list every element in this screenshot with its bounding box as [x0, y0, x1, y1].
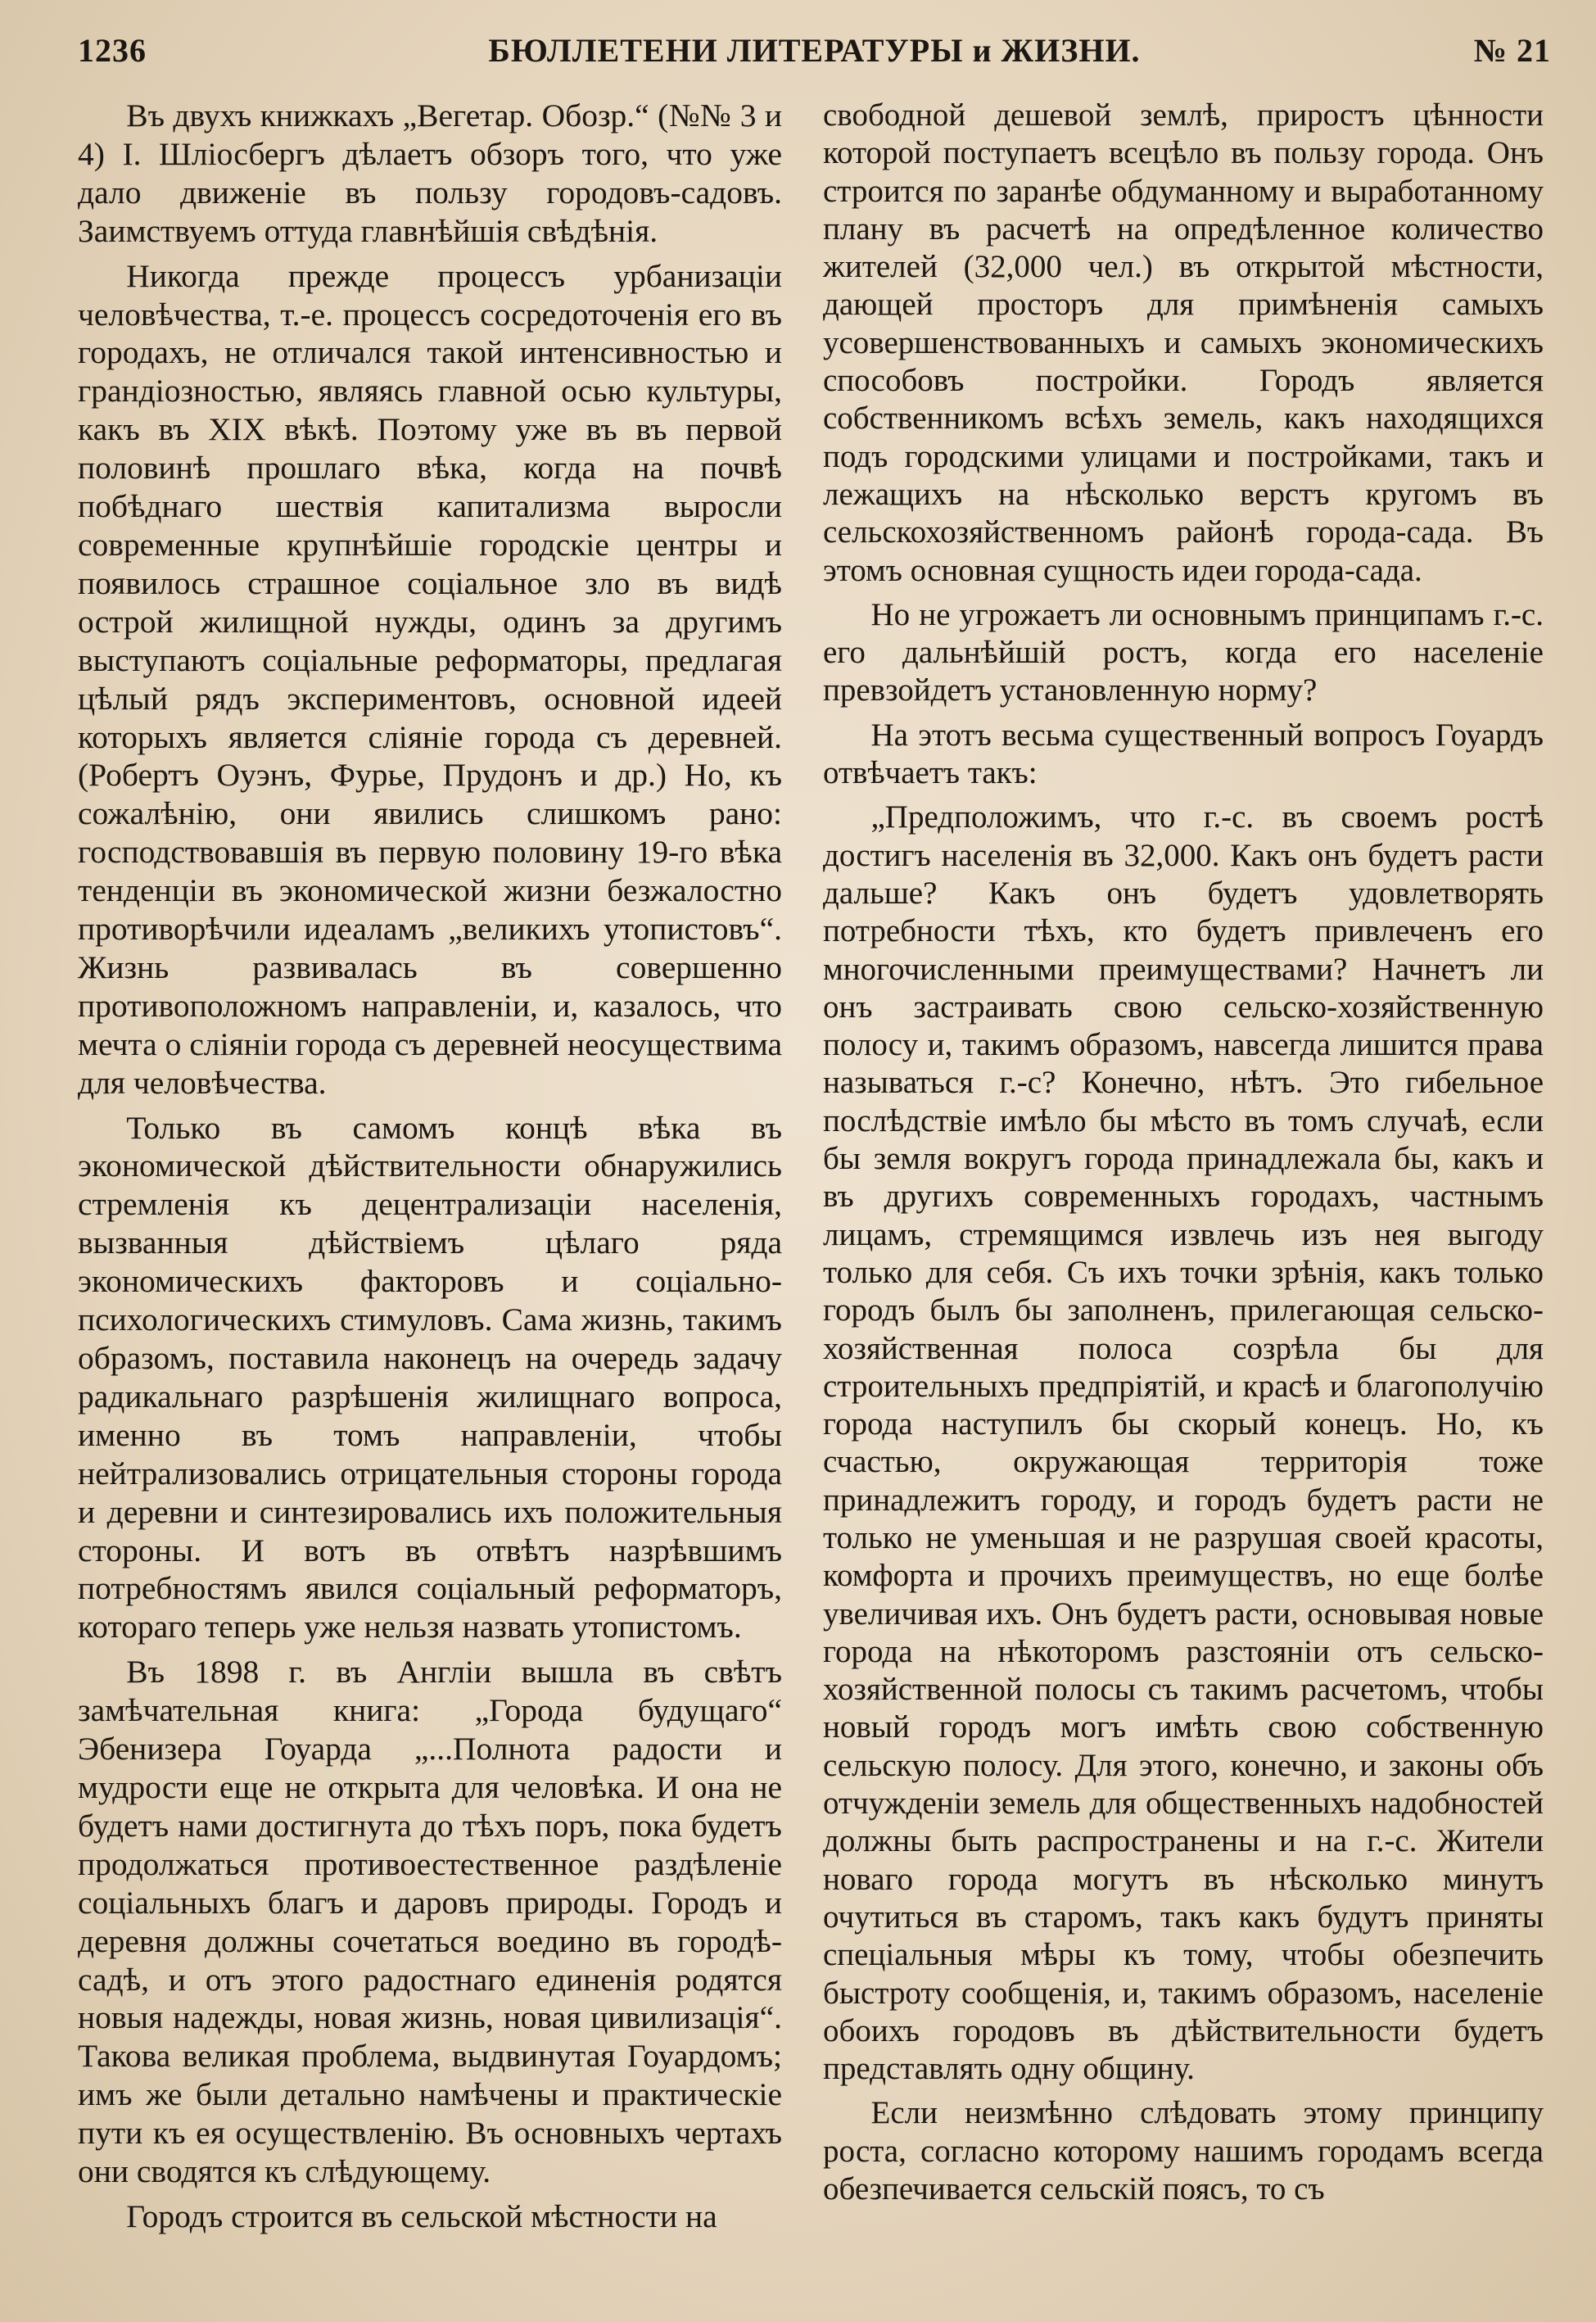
page-number: 1236 [78, 31, 147, 69]
journal-title: БЮЛЛЕТЕНИ ЛИТЕРАТУРЫ и ЖИЗНИ. [488, 31, 1141, 69]
paragraph-growth-question: Но не угрожаетъ ли основнымъ принципамъ г.-с. его дальнѣйшій ростъ, когда его населеніе превзойдетъ установленную норму? [823, 596, 1544, 708]
paragraph-decentralization: Только въ самомъ концѣ вѣка въ экономической дѣйствительности обнаружились стремленія къ децентрализаціи населенія, вызванныя дѣйствіемъ цѣлаго ряда экономическихъ факторовъ и соціально-психологическихъ стимуловъ. Сама жизнь, такимъ образомъ, поставила наконецъ на очередь задачу радикальнаго разрѣшенія жилищнаго вопроса, именно въ томъ направленіи, чтобы нейтрализовались отрицательныя стороны города и деревни и синтезировались ихъ положительныя стороны. И вотъ въ отвѣтъ назрѣвшимъ потребностямъ явился соціальный реформаторъ, котораго теперь уже нельзя назвать утопистомъ. [78, 1109, 782, 1645]
paragraph-howard-answer: На этотъ весьма существенный вопросъ Гоуардъ отвѣчаетъ такъ: [823, 717, 1544, 791]
paragraph-intro: Въ двухъ книжкахъ „Вегетар. Обозр.“ (№№ 3 и 4) І. Шліосбергъ дѣлаетъ обзоръ того, что уже дало движеніе въ пользу городовъ-садовъ. Заимствуемъ оттуда главнѣйшія свѣдѣнія. [78, 97, 782, 249]
paragraph-howard-book: Въ 1898 г. въ Англіи вышла въ свѣтъ замѣчательная книга: „Города будущаго“ Эбенизера Гоуарда „...Полнота радости и мудрости еще не открыта для человѣка. И она не будетъ нами достигнута до тѣхъ поръ, пока будетъ продолжаться противоестественное раздѣленіе соціальныхъ благъ и даровъ природы. Городъ и деревня должны сочетаться воедино въ городѣ-садѣ, и отъ этого радостнаго единенія родятся новыя надежды, новая жизнь, новая цивилизація“. Такова великая проблема, выдвинутая Гоуардомъ; имъ же были детально намѣчены и практическіе пути къ ея осуществленію. Въ основныхъ чертахъ они сводятся къ слѣдующему. [78, 1654, 782, 2190]
paragraph-city-built: Городъ строится въ сельской мѣстности на [126, 2198, 717, 2234]
paragraph-quotation: „Предположимъ, что г.-с. въ своемъ ростѣ достигъ населенія въ 32,000. Какъ онъ будетъ расти дальше? Какъ онъ будетъ удовлетворять потребности тѣхъ, кто будетъ привлеченъ его многочисленными преимуществами? Начнетъ ли онъ застраивать свою сельско-хозяйственную полосу и, такимъ образомъ, навсегда лишится права называться г.-с? Конечно, нѣтъ. Это гибельное послѣдствіе имѣло бы мѣсто въ томъ случаѣ, если бы земля вокругъ города принадлежала бы, какъ и въ другихъ современныхъ городахъ, частнымъ лицамъ, стремящимся извлечь изъ нея выгоду только для себя. Съ ихъ точки зрѣнія, какъ только городъ былъ бы заполненъ, прилегающая сельско-хозяйственная полоса созрѣла бы для строительныхъ предпріятій, и красѣ и благополучію города наступилъ бы скорый конецъ. Но, къ счастью, окружающая территорія тоже принадлежитъ городу, и городъ будетъ расти не только не уменьшая и не разрушая своей красоты, комфорта и прочихъ преимуществъ, но еще болѣе увеличивая ихъ. Онъ будетъ расти, основывая новые города на нѣкоторомъ разстояніи отъ сельско-хозяйственной полосы съ такимъ расчетомъ, чтобы новый городъ могъ имѣть свою собственную сельскую полосу. Для этого, конечно, и законы объ отчужденіи земель для общественныхъ надобностей должны быть распространены и на г.-с. Жители новаго города могутъ въ нѣсколько минутъ очутиться въ старомъ, такъ какъ будутъ приняты спеціальныя мѣры къ тому, чтобы обезпечить быстроту сообщенія, и, такимъ образомъ, населеніе обоихъ городовъ въ дѣйствительности будетъ представлять одну общину. [823, 799, 1544, 2087]
paragraph-growth-principle: Если неизмѣнно слѣдовать этому принципу роста, согласно которому нашимъ городамъ всегда обезпечивается сельскій поясъ, то съ [823, 2095, 1544, 2207]
left-column [78, 97, 782, 2236]
paragraph-urbanization: Никогда прежде процессъ урбанизаціи человѣчества, т.-е. процессъ сосредоточенія его въ городахъ, не отличался такой интенсивностью и грандіозностью, являясь главной осью культуры, какъ въ XIX вѣкѣ. Поэтому уже въ въ первой половинѣ прошлаго вѣка, когда на почвѣ побѣднаго шествія капитализма выросли современные крупнѣйшіе городскіе центры и появилось страшное соціальное зло въ видѣ острой жилищной нужды, одинъ за другимъ выступаютъ соціальные реформаторы, предлагая цѣлый рядъ экспериментовъ, основной идеей которыхъ является сліяніе города съ деревней. (Робертъ Оуэнъ, Фурье, Прудонъ и др.) Но, къ сожалѣнію, они явились слишкомъ рано: господствовавшія въ первую половину 19-го вѣка тенденціи въ экономической жизни безжалостно противорѣчили идеаламъ „великихъ утопистовъ“. Жизнь развивалась въ совершенно противоположномъ направленіи, и, казалось, что мечта о сліяніи города съ деревней неосуществима для человѣчества. [78, 257, 782, 1101]
issue-number: № 21 [1473, 31, 1551, 69]
page-header [78, 21, 1551, 79]
paragraph-continuation: свободной дешевой землѣ, приростъ цѣнности которой поступаетъ всецѣло въ пользу города. Онъ строится по заранѣе обдуманному и выработанному плану въ расчетѣ на опредѣленное количество жителей (32,000 чел.) въ открытой мѣстности, дающей просторъ для примѣненія самыхъ усовершенствованныхъ и самыхъ экономическихъ способовъ постройки. Городъ является собственникомъ всѣхъ земель, какъ находящихся подъ городскими улицами и постройками, такъ и лежащихъ на нѣсколько верстъ кругомъ въ сельскохозяйственномъ районѣ города-сада. Въ этомъ основная сущность идеи города-сада. [823, 97, 1544, 588]
right-column [823, 97, 1544, 2208]
